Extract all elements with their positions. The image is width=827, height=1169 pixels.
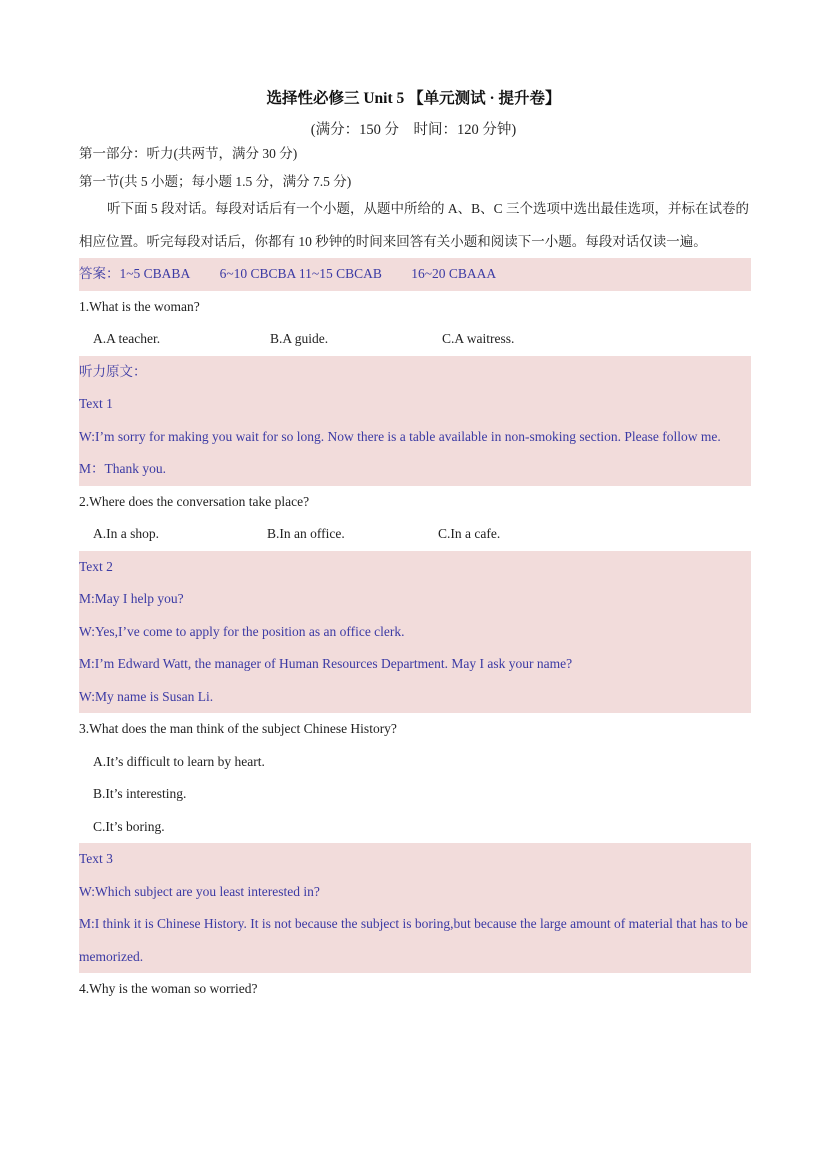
dialogue-line: W:My name is Susan Li. — [79, 688, 214, 704]
document-title: 选择性必修三 Unit 5 【单元测试 · 提升卷】 — [266, 90, 561, 107]
transcript-block-3 — [79, 843, 751, 973]
answer-key-group-3: 16~20 CBAAA — [411, 266, 497, 281]
dialogue-line: M:I’m Edward Watt, the manager of Human Resources Department. May I ask your name? — [79, 656, 573, 671]
option-c: C.In a cafe. — [438, 526, 501, 541]
answer-key — [79, 258, 751, 291]
question-1-options — [79, 323, 751, 356]
question-2: 2.Where does the conversation take place? — [79, 493, 310, 509]
question-2-options — [79, 518, 751, 551]
question-1: 1.What is the woman? — [79, 298, 200, 314]
document-body — [79, 143, 751, 1006]
answer-key-group-1: 答案：1~5 CBABA — [79, 266, 191, 281]
transcript-block-1 — [79, 356, 751, 486]
dialogue-line: M：Thank you. — [79, 461, 166, 476]
question-3: 3.What does the man think of the subject Chinese History? — [79, 721, 397, 736]
option-a: A.In a shop. — [93, 526, 159, 541]
dialogue-line: M:May I help you? — [79, 591, 184, 606]
instructions: 听下面 5 段对话。每段对话后有一个小题，从题中所给的 A、B、C 三个选项中选出最佳选项，并标在试卷的相应位置。听完每段对话后，你都有 10 秒钟的时间来回答有关小题和阅读下一小题。每段对话仅读一遍。 — [79, 201, 750, 249]
option-c: C.A waitress. — [442, 331, 515, 346]
dialogue-line: W:Yes,I’ve come to apply for the position as an office clerk. — [79, 623, 405, 639]
dialogue-line: W:I’m sorry for making you wait for so long. Now there is a table available in non-smoking section. Please follow me. — [79, 428, 721, 444]
option-b: B.It’s interesting. — [93, 786, 187, 801]
dialogue-line: M:I think it is Chinese History. It is not because the subject is boring,but because the large amount of material that has to be memorized. — [79, 916, 748, 964]
part-heading: 第一部分：听力(共两节，满分 30 分) — [79, 146, 298, 161]
option-a: A.A teacher. — [93, 331, 161, 346]
transcript-label: 听力原文： — [79, 363, 147, 379]
option-b: B.In an office. — [267, 526, 345, 541]
option-b: B.A guide. — [270, 331, 329, 346]
transcript-block-2 — [79, 551, 751, 714]
text-label: Text 2 — [79, 558, 113, 574]
section-heading: 第一节(共 5 小题；每小题 1.5 分，满分 7.5 分) — [79, 174, 352, 189]
option-a: A.It’s difficult to learn by heart. — [93, 753, 265, 769]
answer-key-group-2: 6~10 CBCBA 11~15 CBCAB — [219, 266, 382, 281]
text-label: Text 1 — [79, 396, 113, 411]
question-4: 4.Why is the woman so worried? — [79, 981, 258, 996]
text-label: Text 3 — [79, 851, 113, 866]
document-subtitle: (满分：150 分 时间：120 分钟) — [310, 122, 517, 138]
dialogue-line: W:Which subject are you least interested in? — [79, 883, 320, 899]
option-c: C.It’s boring. — [93, 818, 165, 834]
